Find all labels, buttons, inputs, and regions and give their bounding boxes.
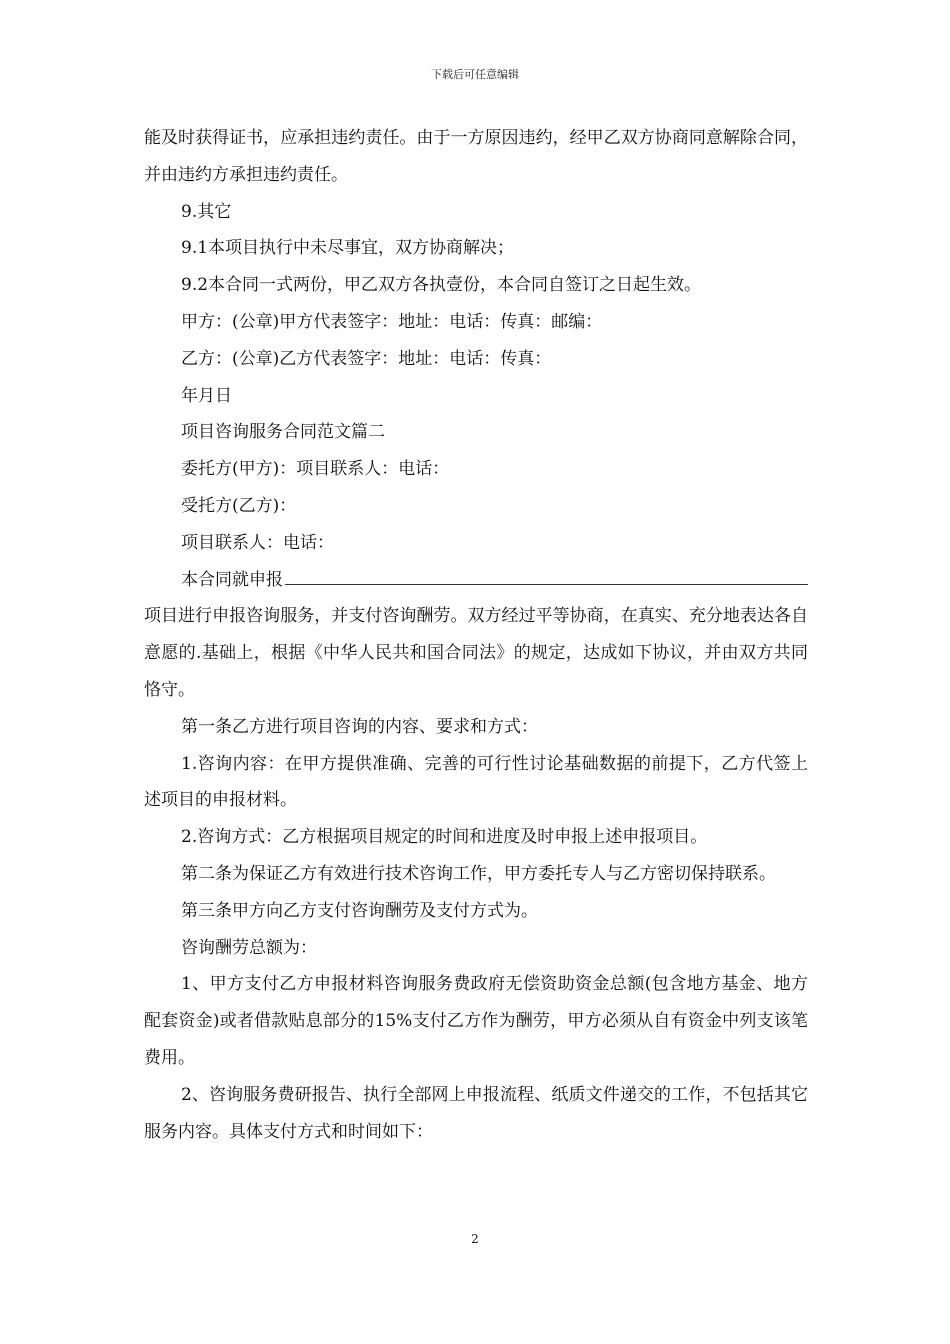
paragraph: 2.咨询方式：乙方根据项目规定的时间和进度及时申报上述申报项目。 xyxy=(181,827,708,848)
paragraph: 9.其它 xyxy=(181,201,232,222)
paragraph: 第三条甲方向乙方支付咨询酬劳及支付方式为。 xyxy=(181,900,538,921)
blank-underline xyxy=(285,562,808,585)
paragraph: 项目进行申报咨询服务，并支付咨询酬劳。双方经过平等协商，在真实、充分地表达各自意愿的.基础上，根据《中华人民共和国合同法》的规定，达成如下协议，并由双方共同恪守。 xyxy=(144,606,808,700)
page-header: 下载后可任意编辑 xyxy=(431,68,519,81)
paragraph: 项目联系人：电话： xyxy=(181,532,334,553)
document-body xyxy=(144,120,808,1150)
fill-line-label: 本合同就申报 xyxy=(181,569,283,590)
paragraph: 9.2本合同一式两份，甲乙双方各执壹份，本合同自签订之日起生效。 xyxy=(181,275,702,296)
paragraph: 9.1本项目执行中未尽事宜，双方协商解决； xyxy=(181,238,515,259)
paragraph: 咨询酬劳总额为： xyxy=(181,937,317,958)
page-number: 2 xyxy=(471,1232,479,1246)
paragraph: 受托方(乙方)： xyxy=(181,495,297,516)
paragraph: 年月日 xyxy=(181,385,232,406)
paragraph: 第二条为保证乙方有效进行技术咨询工作，甲方委托专人与乙方密切保持联系。 xyxy=(181,863,776,884)
fill-in-line xyxy=(144,562,808,599)
paragraph: 能及时获得证书，应承担违约责任。由于一方原因违约，经甲乙双方协商同意解除合同，并由违约方承担违约责任。 xyxy=(144,128,808,185)
paragraph: 甲方：(公章)甲方代表签字：地址：电话：传真：邮编： xyxy=(181,311,603,332)
paragraph: 乙方：(公章)乙方代表签字：地址：电话：传真： xyxy=(181,348,552,369)
paragraph: 2、咨询服务费研报告、执行全部网上申报流程、纸质文件递交的工作，不包括其它服务内容。具体支付方式和时间如下： xyxy=(144,1084,808,1142)
paragraph: 第一条乙方进行项目咨询的内容、要求和方式： xyxy=(181,716,538,737)
paragraph: 委托方(甲方)：项目联系人：电话： xyxy=(181,459,450,480)
paragraph: 1.咨询内容：在甲方提供准确、完善的可行性讨论基础数据的前提下，乙方代签上述项目的申报材料。 xyxy=(144,753,808,811)
paragraph: 项目咨询服务合同范文篇二 xyxy=(181,422,385,443)
paragraph: 1、甲方支付乙方申报材料咨询服务费政府无偿资助资金总额(包含地方基金、地方配套资金)或者借款贴息部分的15%支付乙方作为酬劳，甲方必须从自有资金中列支该笔费用。 xyxy=(144,974,808,1068)
